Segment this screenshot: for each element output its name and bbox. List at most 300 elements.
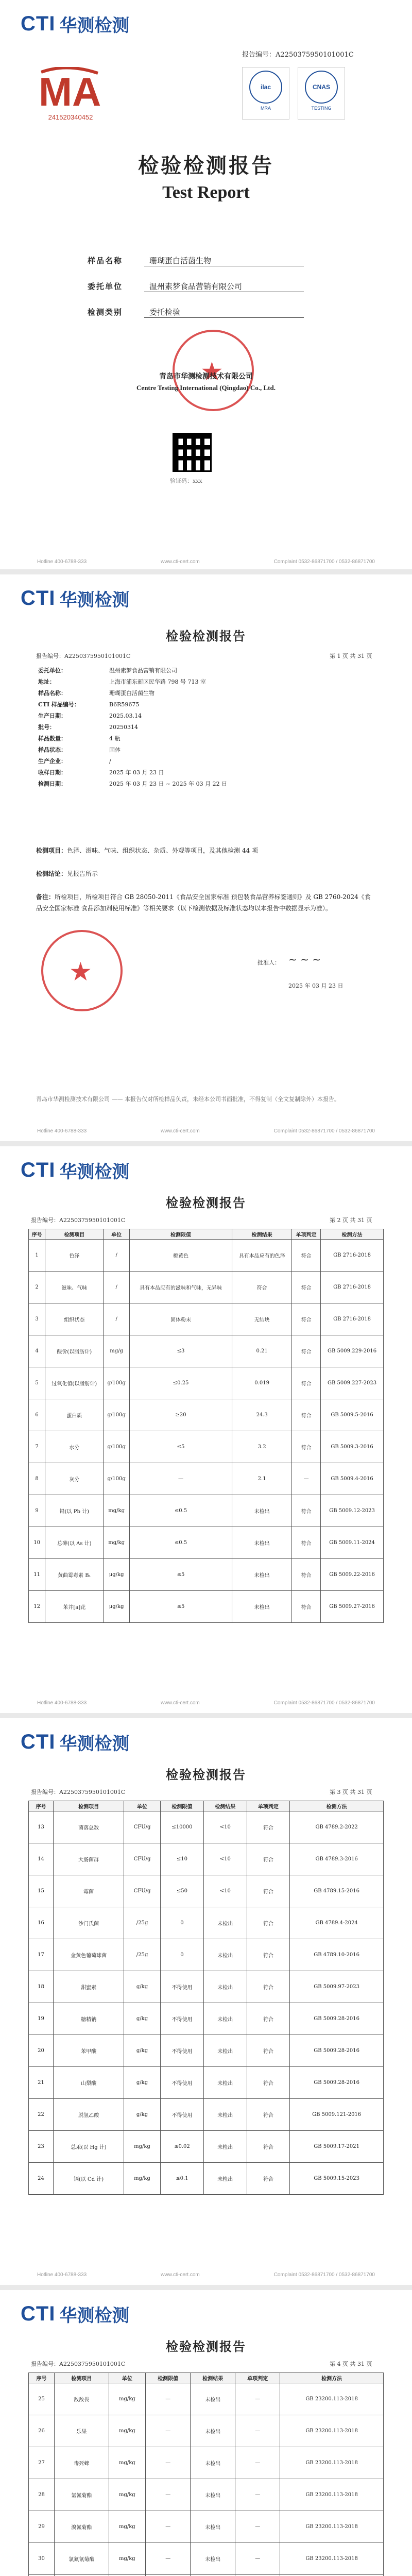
table-cell: ≤5: [129, 1591, 232, 1623]
table-cell: GB 5009.15-2023: [290, 2163, 384, 2195]
table-cell: 2.1: [232, 1463, 292, 1495]
table-cell: GB 5009.12-2023: [321, 1495, 384, 1527]
remarks: 备注：所检项目，所检项目符合 GB 28050-2011《食品安全国家标准 预包装食品营养标签通则》及 GB 2760-2024《食品安全国家标准 食品添加剂使用标准》等相关要求（以下检测依据及标准状态均以本报告中数据显示为准）。: [36, 893, 371, 912]
table-cell: <10: [203, 1811, 247, 1843]
table-row: [29, 1272, 384, 1303]
table-row: [29, 2415, 384, 2447]
table-cell: 29: [29, 2511, 55, 2543]
column-header: 检测项目: [45, 1229, 104, 1240]
info-key: 样品数量：: [38, 735, 66, 742]
info-key: 样品名称：: [38, 690, 66, 697]
table-cell: 金黄色葡萄球菌: [54, 1939, 124, 1971]
table-cell: 符合: [247, 1843, 290, 1875]
page-separator: [0, 569, 412, 574]
table-cell: —: [235, 2415, 280, 2447]
table-cell: 18: [29, 1971, 54, 2003]
table-cell: 黄曲霉毒素 B₁: [45, 1559, 104, 1591]
table-cell: 28: [29, 2479, 55, 2511]
table-cell: 符合: [247, 2131, 290, 2163]
cti-logo: CTI 华测检测: [21, 1731, 130, 1754]
table-cell: /: [104, 1272, 129, 1303]
table-cell: CFU/g: [124, 1843, 161, 1875]
table-row: [29, 2383, 384, 2415]
column-header: 单项判定: [247, 1801, 290, 1811]
page-separator: [0, 1713, 412, 1718]
table-cell: 毒死蜱: [54, 2447, 109, 2479]
table-row: [29, 2003, 384, 2035]
info-value: 固体: [109, 747, 121, 753]
table-cell: GB 5009.22-2016: [321, 1559, 384, 1591]
table-cell: 12: [29, 1591, 45, 1623]
table-cell: /: [104, 1303, 129, 1335]
table-cell: 0.019: [232, 1367, 292, 1399]
table-cell: 3: [29, 1303, 45, 1335]
table-cell: 糖精钠: [54, 2003, 124, 2035]
accreditation-badges: [242, 67, 345, 120]
page-title: 检验检测报告: [166, 2339, 246, 2354]
info-key: 收样日期：: [38, 769, 66, 776]
results-page-3: [0, 2290, 412, 2576]
column-header: 检测结果: [232, 1229, 292, 1240]
table-cell: 符合: [247, 1971, 290, 2003]
table-cell: —: [235, 2479, 280, 2511]
info-row: [36, 699, 376, 710]
table-row: [29, 1431, 384, 1463]
table-row: [29, 1559, 384, 1591]
table-cell: 铅(以 Pb 计): [45, 1495, 104, 1527]
table-cell: 水分: [45, 1431, 104, 1463]
table-cell: ≤0.5: [129, 1495, 232, 1527]
table-row: [29, 2131, 384, 2163]
results-table: [28, 1229, 384, 1623]
cnas-badge: CNAS TESTING: [298, 67, 345, 120]
table-header-row: [29, 1229, 384, 1240]
table-cell: GB 5009.5-2016: [321, 1399, 384, 1431]
table-cell: 溴氰菊酯: [54, 2511, 109, 2543]
table-cell: —: [146, 2543, 191, 2575]
table-cell: 未检出: [232, 1527, 292, 1559]
report-number: 报告编号：A2250375950101001C: [31, 2361, 126, 2367]
table-cell: 21: [29, 2067, 54, 2099]
column-header: 序号: [29, 1801, 54, 1811]
table-cell: GB 5009.229-2016: [321, 1335, 384, 1367]
page-separator: [0, 1141, 412, 1146]
cti-logo: CTI 华测检测: [21, 2302, 130, 2326]
table-cell: —: [146, 2447, 191, 2479]
results-page-2: [0, 1718, 412, 2285]
table-cell: 17: [29, 1939, 54, 1971]
table-cell: 大肠菌群: [54, 1843, 124, 1875]
table-cell: —: [129, 1463, 232, 1495]
info-value: 上海市浦东新区民华路 798 号 713 室: [109, 679, 206, 685]
table-cell: g/kg: [124, 1971, 161, 2003]
info-value: 2025.03.14: [109, 712, 142, 719]
table-cell: 不得使用: [160, 2067, 203, 2099]
table-row: [29, 2511, 384, 2543]
table-cell: 9: [29, 1495, 45, 1527]
table-cell: 霉菌: [54, 1875, 124, 1907]
table-cell: ≥20: [129, 1399, 232, 1431]
table-cell: 符合: [247, 2035, 290, 2067]
table-row: [29, 1875, 384, 1907]
page-footer: Hotline 400-6788-333 www.cti-cert.com Complaint 0532-86871700 / 0532-86871700: [37, 1128, 375, 1134]
page-number: 第 1 页 共 31 页: [330, 653, 372, 659]
page-number: 第 4 页 共 31 页: [330, 2361, 372, 2367]
report-note: 青岛市华测检测技术有限公司 —— 本报告仅对所检样品负责，未经本公司书面批准，不得复制（全文复制除外）本报告。: [36, 1096, 340, 1103]
cma-number: 241520340452: [48, 113, 93, 121]
info-value: 20250314: [109, 723, 138, 731]
table-cell: GB 5009.97-2023: [290, 1971, 384, 2003]
company-seal: ★: [173, 330, 254, 411]
table-cell: 未检出: [203, 1971, 247, 2003]
table-cell: 氯氰菊酯: [54, 2479, 109, 2511]
table-cell: g/kg: [124, 2035, 161, 2067]
info-key: 生产日期：: [38, 713, 66, 719]
table-cell: 16: [29, 1907, 54, 1939]
table-cell: 符合: [292, 1240, 321, 1272]
table-cell: 5: [29, 1367, 45, 1399]
column-header: 检测项目: [54, 2373, 109, 2383]
test-conclusion: 检测结论：见报告所示: [36, 870, 98, 877]
table-row: [29, 2035, 384, 2067]
column-header: 单位: [109, 2373, 146, 2383]
table-cell: <10: [203, 1875, 247, 1907]
column-header: 单项判定: [292, 1229, 321, 1240]
table-cell: 总汞(以 Hg 计): [54, 2131, 124, 2163]
info-key: 地址：: [38, 679, 55, 685]
report-title-cn: 检验检测报告: [138, 154, 274, 178]
table-row: [29, 2163, 384, 2195]
table-cell: 酸价(以脂肪计): [45, 1335, 104, 1367]
table-cell: 未检出: [191, 2511, 235, 2543]
table-cell: ≤5: [129, 1559, 232, 1591]
table-cell: 不得使用: [160, 2003, 203, 2035]
info-row: [36, 721, 376, 733]
table-cell: 未检出: [191, 2543, 235, 2575]
table-cell: 符合: [247, 2163, 290, 2195]
table-cell: 沙门氏菌: [54, 1907, 124, 1939]
table-cell: mg/kg: [124, 2163, 161, 2195]
table-cell: ≤5: [129, 1431, 232, 1463]
table-cell: 具有本品应有的滋味和气味，无异味: [129, 1272, 232, 1303]
table-row: [29, 1843, 384, 1875]
table-cell: 符合: [247, 1875, 290, 1907]
table-cell: μg/kg: [104, 1591, 129, 1623]
logo-cti: CTI: [21, 12, 56, 35]
table-cell: 山梨酸: [54, 2067, 124, 2099]
table-cell: GB 5009.3-2016: [321, 1431, 384, 1463]
table-cell: 不得使用: [160, 1971, 203, 2003]
table-cell: GB 2716-2018: [321, 1240, 384, 1272]
info-value: 珊瑚蛋白活菌生物: [109, 690, 154, 697]
table-cell: 灰分: [45, 1463, 104, 1495]
table-cell: mg/kg: [104, 1527, 129, 1559]
table-row: [29, 2447, 384, 2479]
table-cell: 不得使用: [160, 2099, 203, 2131]
table-cell: 符合: [232, 1272, 292, 1303]
column-header: 检测方法: [321, 1229, 384, 1240]
page-number: 第 2 页 共 31 页: [330, 1217, 372, 1224]
info-row: [36, 744, 376, 755]
table-cell: 2: [29, 1272, 45, 1303]
table-cell: 甜蜜素: [54, 1971, 124, 2003]
table-cell: 8: [29, 1463, 45, 1495]
table-cell: g/100g: [104, 1463, 129, 1495]
table-cell: 未检出: [203, 2131, 247, 2163]
table-cell: 符合: [247, 1811, 290, 1843]
table-cell: 22: [29, 2099, 54, 2131]
info-key: 检测日期：: [38, 781, 66, 787]
table-cell: 符合: [292, 1495, 321, 1527]
table-cell: 19: [29, 2003, 54, 2035]
page-footer: Hotline 400-6788-333 www.cti-cert.com Complaint 0532-86871700 / 0532-86871700: [37, 2272, 375, 2278]
table-cell: 20: [29, 2035, 54, 2067]
table-cell: GB 5009.17-2021: [290, 2131, 384, 2163]
table-cell: mg/kg: [104, 1495, 129, 1527]
table-cell: —: [235, 2511, 280, 2543]
cti-logo: CTI 华测检测: [21, 1159, 130, 1182]
table-cell: GB 5009.4-2016: [321, 1463, 384, 1495]
sample-info-table: [36, 665, 376, 789]
table-cell: 符合: [247, 2099, 290, 2131]
table-cell: —: [235, 2543, 280, 2575]
report-number: 报告编号：A2250375950101001C: [31, 1217, 126, 1224]
table-cell: 27: [29, 2447, 55, 2479]
table-row: [29, 2067, 384, 2099]
table-cell: 6: [29, 1399, 45, 1431]
column-header: 检测结果: [191, 2373, 235, 2383]
table-cell: 14: [29, 1843, 54, 1875]
table-cell: mg/kg: [109, 2511, 146, 2543]
table-cell: 符合: [292, 1527, 321, 1559]
table-cell: 23: [29, 2131, 54, 2163]
qr-caption: 验证码：xxx: [170, 478, 202, 484]
table-cell: mg/kg: [109, 2447, 146, 2479]
table-cell: 色泽: [45, 1240, 104, 1272]
table-cell: GB 4789.15-2016: [290, 1875, 384, 1907]
table-cell: GB 23200.113-2018: [280, 2479, 384, 2511]
table-cell: GB 5009.11-2024: [321, 1527, 384, 1559]
page-footer: Hotline 400-6788-333 www.cti-cert.com Complaint 0532-86871700 / 0532-86871700: [37, 559, 375, 565]
table-cell: GB 23200.113-2018: [280, 2383, 384, 2415]
column-header: 检测限值: [146, 2373, 191, 2383]
cti-logo: [21, 11, 129, 37]
table-cell: mg/kg: [109, 2383, 146, 2415]
table-cell: ≤3: [129, 1335, 232, 1367]
table-row: [29, 1939, 384, 1971]
table-cell: GB 5009.28-2016: [290, 2003, 384, 2035]
table-cell: 未检出: [203, 2163, 247, 2195]
table-cell: g/100g: [104, 1367, 129, 1399]
report-number: 报告编号：A2250375950101001C: [31, 1789, 126, 1795]
table-cell: 符合: [292, 1431, 321, 1463]
page-title: 检验检测报告: [166, 629, 246, 643]
table-cell: 0: [160, 1939, 203, 1971]
table-header-row: [29, 1801, 384, 1811]
cover-row-sample: 样品名称 珊瑚蛋白活菌生物: [88, 255, 304, 266]
table-cell: GB 4789.2-2022: [290, 1811, 384, 1843]
issuer-cn: 青岛市华测检测技术有限公司: [159, 372, 253, 381]
table-cell: 符合: [247, 2067, 290, 2099]
table-cell: /: [104, 1240, 129, 1272]
info-row: [36, 755, 376, 767]
table-row: [29, 1463, 384, 1495]
table-cell: —: [146, 2383, 191, 2415]
table-cell: CFU/g: [124, 1875, 161, 1907]
table-cell: 符合: [292, 1367, 321, 1399]
table-cell: 符合: [292, 1272, 321, 1303]
info-key: 委托单位：: [38, 667, 66, 674]
table-cell: 30: [29, 2543, 55, 2575]
table-cell: 无结块: [232, 1303, 292, 1335]
table-cell: 滋味、气味: [45, 1272, 104, 1303]
table-row: [29, 1303, 384, 1335]
column-header: 检测结果: [203, 1801, 247, 1811]
table-cell: 24.3: [232, 1399, 292, 1431]
table-row: [29, 2543, 384, 2575]
table-cell: 过氧化值(以脂肪计): [45, 1367, 104, 1399]
table-cell: 未检出: [203, 1939, 247, 1971]
table-row: [29, 1367, 384, 1399]
cover-row-client: 委托单位 温州素梦食品营销有限公司: [88, 281, 304, 292]
page-footer: Hotline 400-6788-333 www.cti-cert.com Complaint 0532-86871700 / 0532-86871700: [37, 1700, 375, 1706]
table-cell: ≤0.02: [160, 2131, 203, 2163]
table-cell: —: [292, 1463, 321, 1495]
table-cell: GB 5009.27-2016: [321, 1591, 384, 1623]
table-row: [29, 1907, 384, 1939]
table-cell: 未检出: [203, 2067, 247, 2099]
page-title: 检验检测报告: [166, 1767, 246, 1782]
table-cell: 符合: [247, 2003, 290, 2035]
table-cell: ≤50: [160, 1875, 203, 1907]
table-cell: GB 5009.227-2023: [321, 1367, 384, 1399]
table-cell: <10: [203, 1843, 247, 1875]
table-cell: 未检出: [203, 2099, 247, 2131]
table-cell: 未检出: [203, 1907, 247, 1939]
table-cell: ≤0.25: [129, 1367, 232, 1399]
table-cell: 0: [160, 1907, 203, 1939]
table-cell: /25g: [124, 1907, 161, 1939]
inspection-seal: ★: [41, 930, 123, 1011]
cti-logo: CTI 华测检测: [21, 587, 130, 611]
table-cell: 符合: [247, 1939, 290, 1971]
table-header-row: [29, 2373, 384, 2383]
info-value: 2025 年 03 月 23 日: [109, 769, 164, 776]
table-cell: 镉(以 Cd 计): [54, 2163, 124, 2195]
test-items: 检测项目：色泽、滋味、气味、组织状态、杂质、外观等项目，及其他检测 44 项: [36, 847, 258, 854]
table-cell: 苯并[a]芘: [45, 1591, 104, 1623]
verification-qr-code: [173, 433, 212, 472]
table-cell: GB 4789.10-2016: [290, 1939, 384, 1971]
table-cell: GB 4789.3-2016: [290, 1843, 384, 1875]
table-cell: 未检出: [191, 2447, 235, 2479]
table-cell: ≤10000: [160, 1811, 203, 1843]
table-cell: mg/g: [104, 1335, 129, 1367]
page-separator: [0, 2285, 412, 2290]
column-header: 检测限值: [129, 1229, 232, 1240]
table-cell: GB 23200.113-2018: [280, 2511, 384, 2543]
table-cell: 3.2: [232, 1431, 292, 1463]
info-value: 温州素梦食品营销有限公司: [109, 667, 177, 674]
table-cell: GB 4789.4-2024: [290, 1907, 384, 1939]
table-cell: —: [235, 2447, 280, 2479]
table-cell: g/kg: [124, 2003, 161, 2035]
table-cell: 24: [29, 2163, 54, 2195]
table-cell: 不得使用: [160, 2035, 203, 2067]
column-header: 检测方法: [280, 2373, 384, 2383]
table-cell: 总砷(以 As 计): [45, 1527, 104, 1559]
table-cell: 11: [29, 1559, 45, 1591]
table-cell: 26: [29, 2415, 55, 2447]
cma-mark-icon: [36, 67, 103, 113]
info-row: [36, 778, 376, 789]
column-header: 单项判定: [235, 2373, 280, 2383]
logo-cn: 华测检测: [59, 15, 130, 36]
results-table: [28, 1801, 384, 2195]
table-cell: mg/kg: [109, 2479, 146, 2511]
results-page-1: [0, 1146, 412, 1713]
report-title-en: Test Report: [162, 183, 250, 202]
table-row: [29, 1591, 384, 1623]
table-cell: GB 23200.113-2018: [280, 2447, 384, 2479]
info-key: 样品状态：: [38, 747, 66, 753]
table-cell: 具有本品应有的色泽: [232, 1240, 292, 1272]
table-cell: 13: [29, 1811, 54, 1843]
page-title: 检验检测报告: [166, 1195, 246, 1210]
table-cell: GB 23200.113-2018: [280, 2415, 384, 2447]
info-value: 2025 年 03 月 23 日 ~ 2025 年 03 月 22 日: [109, 781, 228, 787]
table-cell: 橙黄色: [129, 1240, 232, 1272]
table-row: [29, 1811, 384, 1843]
column-header: 单位: [124, 1801, 161, 1811]
info-value: B6R59675: [109, 701, 140, 708]
info-row: [36, 687, 376, 699]
report-number: 报告编号：A2250375950101001C: [36, 653, 131, 659]
table-cell: μg/kg: [104, 1559, 129, 1591]
table-row: [29, 1971, 384, 2003]
table-cell: 符合: [292, 1335, 321, 1367]
table-cell: 10: [29, 1527, 45, 1559]
table-cell: ≤0.1: [160, 2163, 203, 2195]
table-cell: GB 5009.121-2016: [290, 2099, 384, 2131]
info-row: [36, 733, 376, 744]
table-cell: /25g: [124, 1939, 161, 1971]
table-cell: 符合: [247, 1907, 290, 1939]
info-key: 批号：: [38, 724, 55, 731]
table-cell: 脱氢乙酸: [54, 2099, 124, 2131]
info-row: [36, 676, 376, 687]
table-cell: 组织状态: [45, 1303, 104, 1335]
table-cell: —: [235, 2383, 280, 2415]
table-cell: 未检出: [232, 1591, 292, 1623]
table-row: [29, 1335, 384, 1367]
column-header: 检测项目: [54, 1801, 124, 1811]
info-row: [36, 767, 376, 778]
approver-signature: ~ ~ ~: [288, 953, 321, 965]
page-number: 第 3 页 共 31 页: [330, 1789, 372, 1795]
table-cell: 4: [29, 1335, 45, 1367]
table-cell: 苯甲酸: [54, 2035, 124, 2067]
table-cell: GB 2716-2018: [321, 1303, 384, 1335]
column-header: 检测方法: [290, 1801, 384, 1811]
table-cell: 15: [29, 1875, 54, 1907]
table-cell: —: [146, 2479, 191, 2511]
approver-label: 批准人：: [258, 959, 280, 966]
table-cell: 符合: [292, 1559, 321, 1591]
table-cell: g/kg: [124, 2067, 161, 2099]
table-row: [29, 1399, 384, 1431]
table-cell: 未检出: [203, 2035, 247, 2067]
